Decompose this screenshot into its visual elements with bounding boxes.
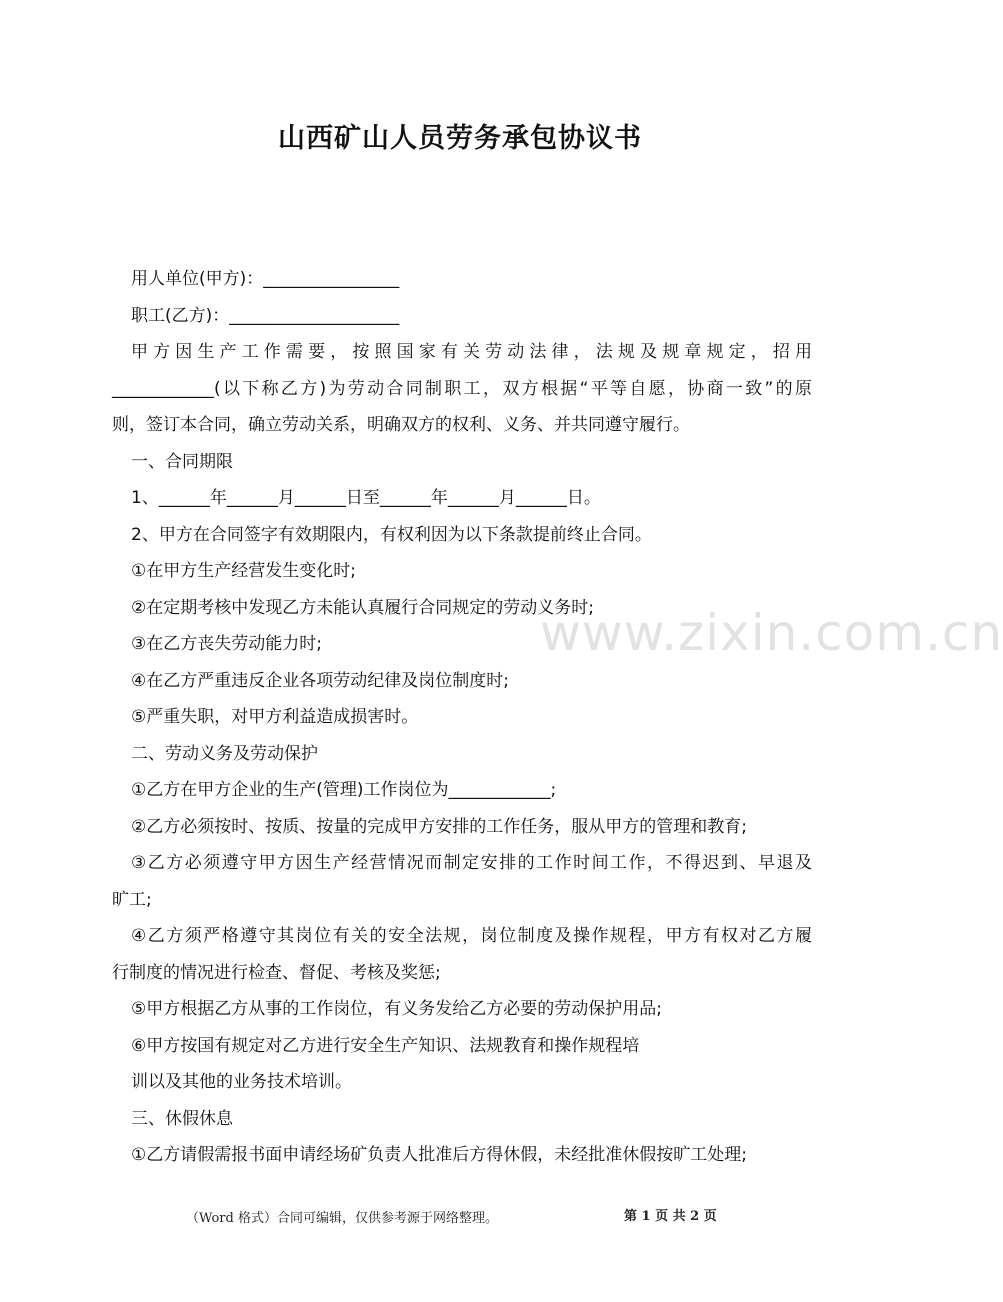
clause-line: ④在乙方严重违反企业各项劳动纪律及岗位制度时; (131, 670, 509, 691)
clause-line: ⑤甲方根据乙方从事的工作岗位，有义务发给乙方必要的劳动保护用品; (131, 999, 662, 1019)
clause-line: ②乙方必须按时、按质、按量的完成甲方安排的工作任务，服从甲方的管理和教育; (131, 816, 747, 837)
footer-page-info: 第 1 页 共 2 页 (624, 1209, 717, 1224)
clause-line: ①乙方请假需报书面申请经场矿负责人批准后方得休假，未经批准休假按旷工处理; (131, 1145, 747, 1165)
section-heading: 一、合同期限 (131, 451, 233, 472)
clause-line: 旷工; (112, 889, 152, 910)
footer-note: （Word 格式）合同可编辑，仅供参考源于网络整理。 (186, 1211, 498, 1226)
section-heading: 三、休假休息 (131, 1108, 233, 1129)
section-heading: 二、劳动义务及劳动保护 (131, 743, 318, 764)
clause-line: ①在甲方生产经营发生变化时; (131, 561, 356, 581)
clause-line: ①乙方在甲方企业的生产(管理)工作岗位为____________; (131, 780, 557, 800)
preamble-line: ____________(以下称乙方)为劳动合同制职工，双方根据“平等自愿，协商一致”的原 (112, 378, 812, 399)
document-body (112, 261, 812, 1174)
clause-line: ③在乙方丧失劳动能力时; (131, 634, 322, 654)
document-title: 山西矿山人员劳务承包协议书 (278, 123, 642, 154)
clause-line: ④乙方须严格遵守其岗位有关的安全法规，岗位制度及操作规程，甲方有权对乙方履 (131, 926, 812, 946)
clause-line: ⑤严重失职，对甲方利益造成损害时。 (131, 707, 419, 727)
preamble-line: 则，签订本合同，确立劳动关系，明确双方的权利、义务、并共同遵守履行。 (112, 415, 690, 435)
party-a-line: 用人单位(甲方)：________________ (131, 269, 400, 289)
party-b-line: 职工(乙方)：____________________ (131, 305, 400, 326)
clause-line: ②在定期考核中发现乙方未能认真履行合同规定的劳动义务时; (131, 597, 594, 618)
clause-line: 训以及其他的业务技术培训。 (131, 1072, 352, 1092)
clause-line: 2、甲方在合同签字有效期限内，有权利因为以下条款提前终止合同。 (131, 524, 652, 545)
clause-line: 1、______年______月______日至______年______月______日。 (131, 488, 601, 508)
clause-line: ③乙方必须遵守甲方因生产经营情况而制定安排的工作时间工作，不得迟到、早退及 (131, 853, 812, 873)
clause-line: ⑥甲方按国有规定对乙方进行安全生产知识、法规教育和操作规程培 (131, 1035, 640, 1056)
clause-line: 行制度的情况进行检查、督促、考核及奖惩; (112, 962, 441, 983)
watermark-text: www.zixin.com.cn (540, 604, 1003, 662)
preamble-line: 甲方因生产工作需要，按照国家有关劳动法律，法规及规章规定，招用 (131, 342, 812, 362)
